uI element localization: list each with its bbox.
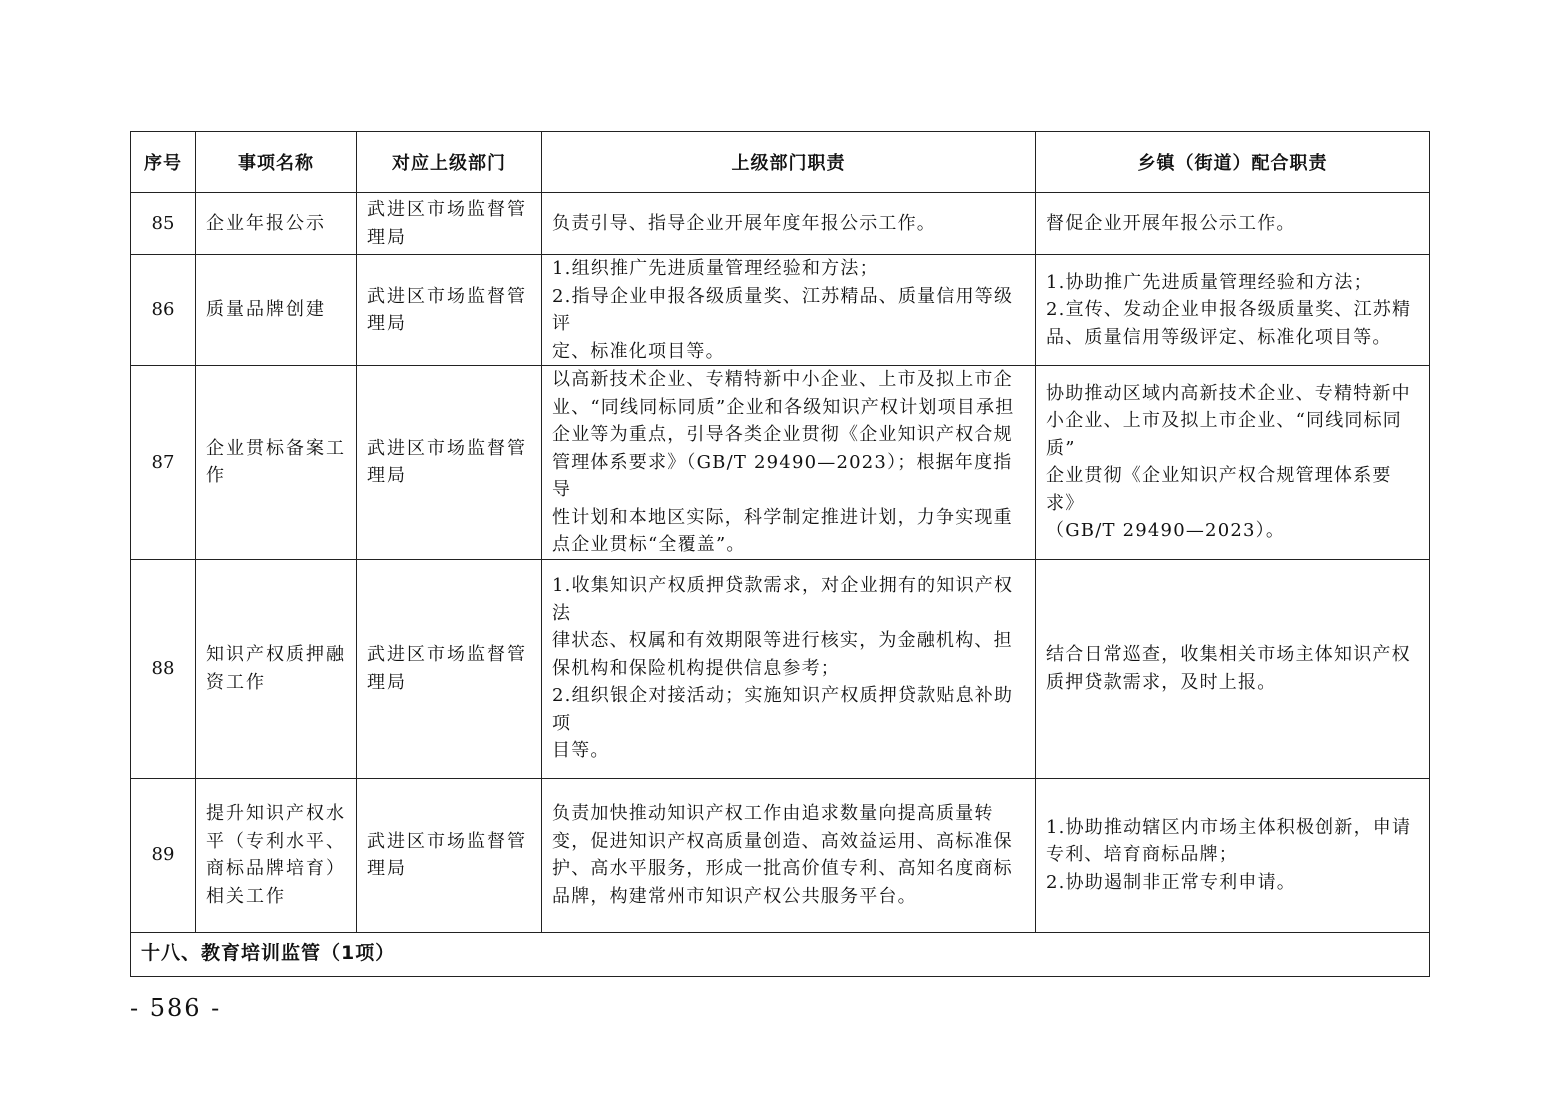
department-cell — [357, 193, 542, 255]
cooperation-duty-text: 1.协助推广先进质量管理经验和方法； 2.宣传、发动企业申报各级质量奖、江苏精 品、质量信用等级评定、标准化项目等。 — [1046, 271, 1412, 348]
department-text: 武进区市场监督管 理局 — [367, 285, 527, 334]
department-text: 武进区市场监督管 理局 — [367, 830, 527, 879]
table-header-row — [131, 132, 1430, 193]
cooperation-duty-text: 督促企业开展年报公示工作。 — [1046, 212, 1296, 234]
header-superior-department: 对应上级部门 — [357, 132, 542, 193]
table-row — [131, 366, 1430, 560]
serial-number-cell: 86 — [131, 255, 196, 366]
item-name-cell — [196, 255, 357, 366]
serial-number-cell: 88 — [131, 559, 196, 778]
item-name-text: 提升知识产权水 平（专利水平、 商标品牌培育） 相关工作 — [206, 803, 346, 907]
cooperation-duty-cell — [1036, 559, 1430, 778]
item-name-cell — [196, 559, 357, 778]
department-cell — [357, 255, 542, 366]
superior-duty-text: 以高新技术企业、专精特新中小企业、上市及拟上市企 业、“同线同标同质”企业和各级知识产权计划项目承担 企业等为重点，引导各类企业贯彻《企业知识产权合规 管理体系要求》（GB/T 29490—2023）；根据年度指导 性计划和本地区实际，科学制定推进计划，力争实现重 点企业贯标“全覆盖”。 — [552, 369, 1015, 555]
table-row — [131, 193, 1430, 255]
serial-number-cell: 89 — [131, 778, 196, 932]
item-name-text: 知识产权质押融 资工作 — [206, 644, 346, 693]
superior-duty-text: 负责加快推动知识产权工作由追求数量向提高质量转 变，促进知识产权高质量创造、高效益运用、高标准保 护、高水平服务，形成一批高价值专利、高知名度商标 品牌，构建常州市知识产权公共服务平台。 — [552, 803, 1013, 907]
section-heading-row — [131, 932, 1430, 976]
superior-duty-text: 1.收集知识产权质押贷款需求，对企业拥有的知识产权法 律状态、权属和有效期限等进行核实，为金融机构、担 保机构和保险机构提供信息参考； 2.组织银企对接活动；实施知识产权质押贷款贴息补助项 目等。 — [552, 575, 1014, 762]
department-cell — [357, 366, 542, 560]
superior-duty-text: 1.组织推广先进质量管理经验和方法； 2.指导企业申报各级质量奖、江苏精品、质量信用等级评 定、标准化项目等。 — [552, 258, 1014, 362]
superior-duty-cell — [542, 559, 1036, 778]
header-township-cooperation-duties: 乡镇（街道）配合职责 — [1036, 132, 1430, 193]
cooperation-duty-text: 协助推动区域内高新技术企业、专精特新中 小企业、上市及拟上市企业、“同线同标同质” 企业贯彻《企业知识产权合规管理体系要求》 （GB/T 29490—2023）。 — [1046, 382, 1411, 542]
cooperation-duty-text: 1.协助推动辖区内市场主体积极创新，申请 专利、培育商标品牌； 2.协助遏制非正常专利申请。 — [1046, 816, 1412, 893]
cooperation-duty-cell — [1036, 193, 1430, 255]
cooperation-duty-cell — [1036, 778, 1430, 932]
department-cell — [357, 559, 542, 778]
table-row — [131, 255, 1430, 366]
department-text: 武进区市场监督管 理局 — [367, 437, 527, 487]
cooperation-duty-cell — [1036, 366, 1430, 560]
item-name-cell — [196, 366, 357, 560]
department-text: 武进区市场监督管 理局 — [367, 199, 527, 248]
serial-number-cell: 87 — [131, 366, 196, 560]
superior-duty-text: 负责引导、指导企业开展年度年报公示工作。 — [552, 212, 936, 234]
item-name-text: 企业贯标备案工 作 — [206, 437, 346, 487]
item-name-text: 企业年报公示 — [206, 212, 326, 234]
superior-duty-cell — [542, 366, 1036, 560]
item-name-cell — [196, 778, 357, 932]
superior-duty-cell — [542, 193, 1036, 255]
cooperation-duty-text: 结合日常巡查，收集相关市场主体知识产权 质押贷款需求，及时上报。 — [1046, 644, 1411, 693]
department-cell — [357, 778, 542, 932]
header-item-name: 事项名称 — [196, 132, 357, 193]
item-name-cell — [196, 193, 357, 255]
table-row — [131, 559, 1430, 778]
responsibility-table — [130, 131, 1430, 977]
header-serial-number: 序号 — [131, 132, 196, 193]
section-heading: 十八、教育培训监管（1项） — [131, 932, 1430, 976]
table-row — [131, 778, 1430, 932]
header-superior-duties: 上级部门职责 — [542, 132, 1036, 193]
page-number: - 586 - — [130, 994, 222, 1022]
serial-number-cell: 85 — [131, 193, 196, 255]
superior-duty-cell — [542, 255, 1036, 366]
cooperation-duty-cell — [1036, 255, 1430, 366]
superior-duty-cell — [542, 778, 1036, 932]
department-text: 武进区市场监督管 理局 — [367, 644, 527, 693]
item-name-text: 质量品牌创建 — [206, 299, 326, 321]
